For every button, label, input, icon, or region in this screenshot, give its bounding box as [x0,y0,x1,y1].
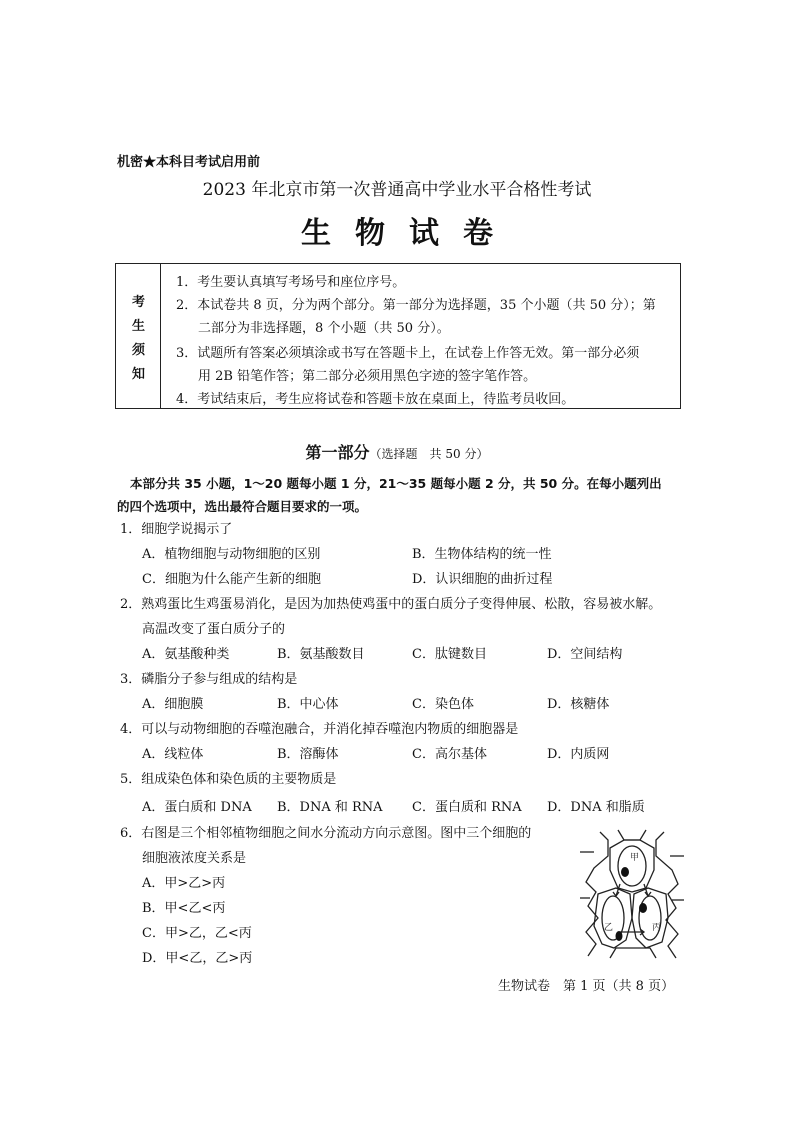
notice-line: 二部分为非选择题，8 个小题（共 50 分）。 [198,321,450,336]
question-stem: 高温改变了蛋白质分子的 [142,622,286,637]
question-option: C．肽键数目 [412,647,487,662]
notice-line: 2．本试卷共 8 页，分为两个部分。第一部分为选择题，35 个小题（共 50 分）；第 [176,298,656,313]
notice-line: 3．试题所有答案必须填涂或书写在答题卡上，在试卷上作答无效。第一部分必须 [176,346,640,361]
question-option: A．线粒体 [142,747,204,762]
confidential-label: 机密★本科目考试启用前 [117,155,261,170]
question-option: C．细胞为什么能产生新的细胞 [142,572,321,587]
question-option: A．甲>乙>丙 [142,876,226,891]
question-option: D．认识细胞的曲折过程 [412,572,553,587]
exam-notice-box [115,263,681,409]
question-option: A．氨基酸种类 [142,647,230,662]
question-option: C．高尔基体 [412,747,487,762]
question-option: D．内质网 [547,747,610,762]
question-stem: 细胞液浓度关系是 [142,851,247,866]
page-footer: 生物试卷 第 1 页（共 8 页） [498,979,675,994]
part-one-intro: 本部分共 35 小题，1～20 题每小题 1 分，21～35 题每小题 2 分，共 50 分。在每小题列出 [130,476,662,491]
question-option: B．生物体结构的统一性 [412,547,552,562]
notice-line: 1．考生要认真填写考场号和座位序号。 [176,275,406,290]
question-option: C．甲>乙，乙<丙 [142,926,252,941]
part-one-heading [0,440,794,463]
question-option: D．甲<乙，乙>丙 [142,951,253,966]
question-stem: 1．细胞学说揭示了 [120,522,233,537]
notice-line: 4．考试结束后，考生应将试卷和答题卡放在桌面上，待监考员收回。 [176,392,575,407]
notice-label-char: 考 [131,295,145,310]
notice-label-column [116,264,161,408]
cell-label-yi: 乙 [604,923,614,933]
question-stem: 6．右图是三个相邻植物细胞之间水分流动方向示意图。图中三个细胞的 [120,826,532,841]
question-stem: 3．磷脂分子参与组成的结构是 [120,672,298,687]
question-option: D．空间结构 [547,647,623,662]
question-option: A．植物细胞与动物细胞的区别 [142,547,321,562]
notice-line: 用 2B 铅笔作答；第二部分必须用黑色字迹的签字笔作答。 [198,369,537,384]
part-one-title: 第一部分 [305,443,370,462]
question-option: C．染色体 [412,697,474,712]
question-stem: 5．组成染色体和染色质的主要物质是 [120,772,337,787]
question-option: A．蛋白质和 DNA [142,800,252,815]
cell-label-jia: 甲 [630,853,640,863]
question-option: B．溶酶体 [277,747,339,762]
question-stem: 2．熟鸡蛋比生鸡蛋易消化，是因为加热使鸡蛋中的蛋白质分子变得伸展、松散，容易被水解。 [120,597,662,612]
question-option: D．DNA 和脂质 [547,800,645,815]
notice-label-char: 须 [131,343,145,358]
question-stem: 4．可以与动物细胞的吞噬泡融合，并消化掉吞噬泡内物质的细胞器是 [120,722,519,737]
part-one-intro: 的四个选项中，选出最符合题目要求的一项。 [117,499,368,514]
subject-title: 生物试卷 [301,216,517,251]
cell-label-bing: 丙 [652,923,662,933]
question-option: B．DNA 和 RNA [277,800,383,815]
part-one-subtitle: （选择题 共 50 分） [369,447,489,461]
exam-title: 2023 年北京市第一次普通高中学业水平合格性考试 [202,180,592,200]
question-option: C．蛋白质和 RNA [412,800,522,815]
notice-label-char: 生 [131,319,145,334]
notice-label-char: 知 [131,367,145,382]
question-option: A．细胞膜 [142,697,204,712]
question-option: B．氨基酸数目 [277,647,365,662]
plant-cells-figure [580,826,684,962]
question-option: D．核糖体 [547,697,610,712]
question-option: B．中心体 [277,697,339,712]
question-option: B．甲<乙<丙 [142,901,226,916]
